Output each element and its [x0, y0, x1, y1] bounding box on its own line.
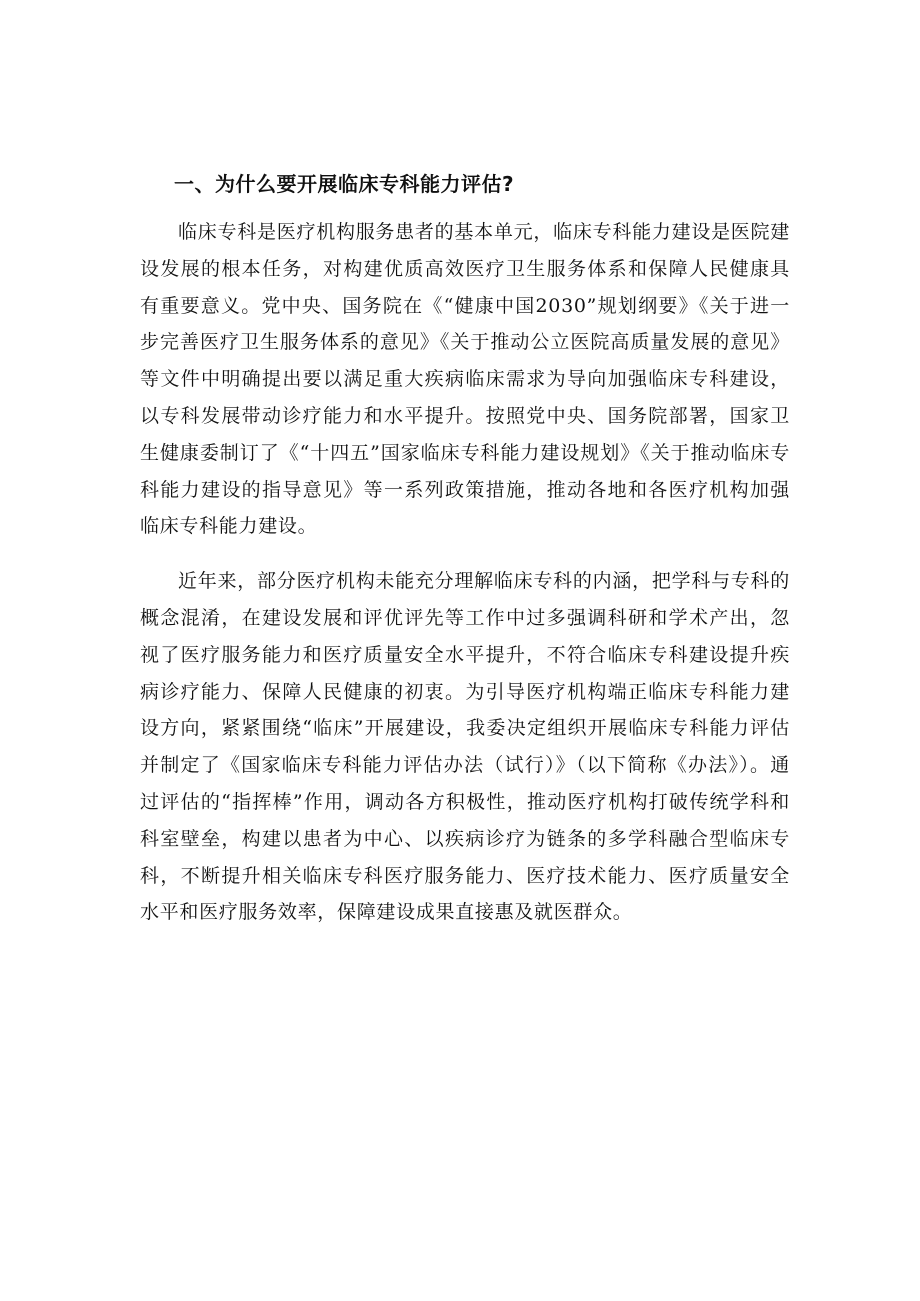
paragraph-2: 近年来，部分医疗机构未能充分理解临床专科的内涵，把学科与专科的概念混淆，在建设发展和评优评先等工作中过多强调科研和学术产出，忽视了医疗服务能力和医疗质量安全水平提升，不符合临床专科建设提升疾病诊疗能力、保障人民健康的初衷。为引导医疗机构端正临床专科能力建设方向，紧紧围绕“临床”开展建设，我委决定组织开展临床专科能力评估并制定了《国家临床专科能力评估办法（试行）》（以下简称《办法》）。通过评估的“指挥棒”作用，调动各方积极性，推动医疗机构打破传统学科和科室壁垒，构建以患者为中心、以疾病诊疗为链条的多学科融合型临床专科，不断提升相关临床专科医疗服务能力、医疗技术能力、医疗质量安全水平和医疗服务效率，保障建设成果直接惠及就医群众。	[140, 570, 790, 924]
section-heading: 一、为什么要开展临床专科能力评估?	[174, 172, 515, 196]
paragraph-1: 临床专科是医疗机构服务患者的基本单元，临床专科能力建设是医院建设发展的根本任务，对构建优质高效医疗卫生服务体系和保障人民健康具有重要意义。党中央、国务院在《“健康中国2030”规划纲要》《关于进一步完善医疗卫生服务体系的意见》《关于推动公立医院高质量发展的意见》等文件中明确提出要以满足重大疾病临床需求为导向加强临床专科建设，以专科发展带动诊疗能力和水平提升。按照党中央、国务院部署，国家卫生健康委制订了《“十四五”国家临床专科能力建设规划》《关于推动临床专科能力建设的指导意见》等一系列政策措施，推动各地和各医疗机构加强临床专科能力建设。	[140, 221, 790, 538]
